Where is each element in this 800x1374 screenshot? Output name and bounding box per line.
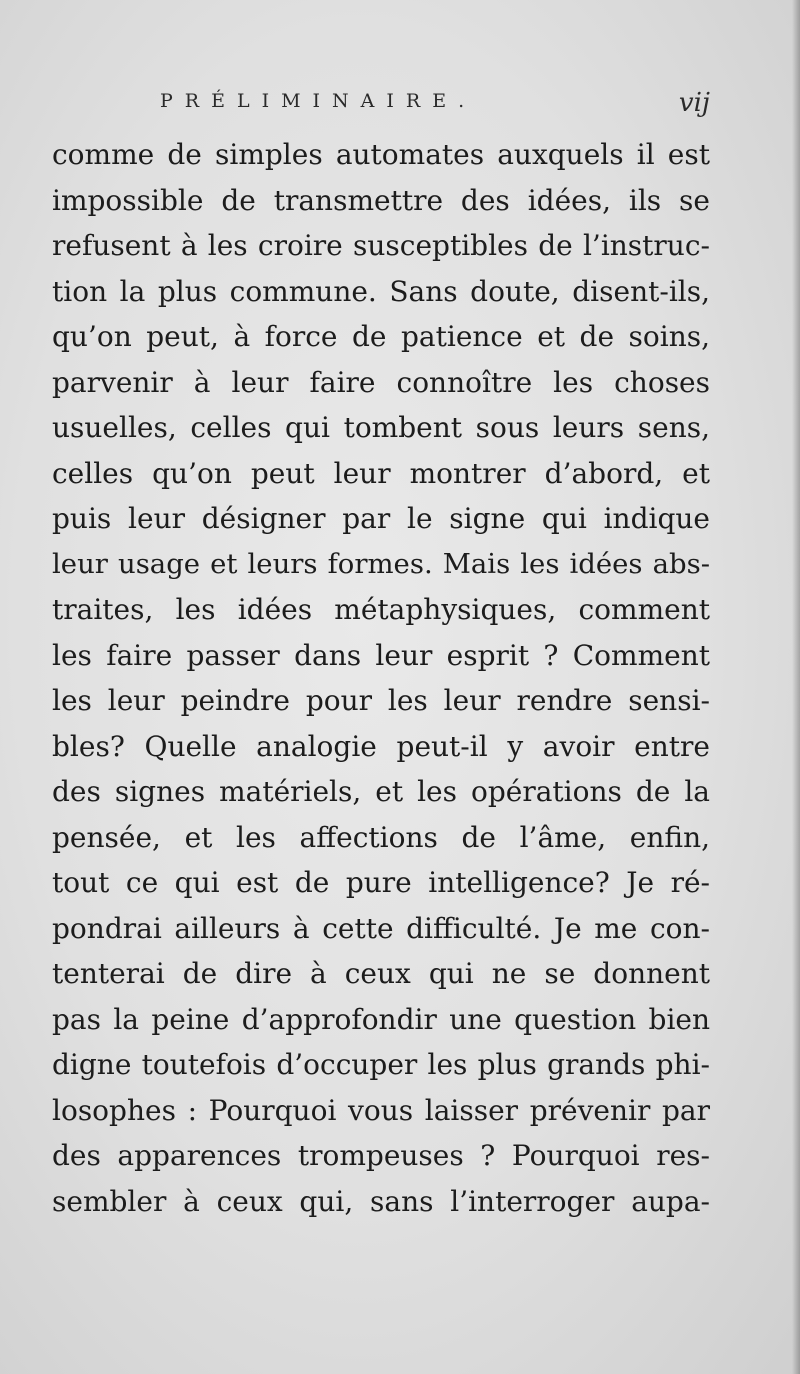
text-line: tion la plus commune. Sans doute, disent-ils, [52,274,710,308]
text-line: qu’on peut, à force de patience et de soins, [52,320,710,353]
text-line: des signes matériels, et les opérations de la [52,775,710,808]
body-text [52,132,710,1224]
text-line: digne toutefois d’occuper les plus grands phi- [52,1048,710,1081]
text-line: des apparences trompeuses ? Pourquoi res- [52,1139,710,1172]
text-line: tout ce qui est de pure intelligence? Je ré- [52,866,710,899]
text-line: tenterai de dire à ceux qui ne se donnent [52,957,710,990]
text-line: pas la peine d’approfondir une question bien [52,1002,710,1036]
text-line: losophes : Pourquoi vous laisser prévenir par [52,1093,710,1127]
text-line: celles qu’on peut leur montrer d’abord, et [52,456,710,490]
page-edge-shadow [792,0,800,1374]
text-line: pensée, et les affections de l’âme, enfin, [52,820,710,854]
running-head-title: PRÉLIMINAIRE. [160,90,477,112]
text-line: usuelles, celles qui tombent sous leurs sens, [52,411,710,444]
text-line: comme de simples automates auxquels il est [52,138,710,171]
text-line: les leur peindre pour les leur rendre sensi- [52,684,710,717]
running-head [52,88,710,120]
text-line: pondrai ailleurs à cette difficulté. Je me con- [52,911,710,945]
text-line: traites, les idées métaphysiques, comment [52,593,710,626]
text-line: parvenir à leur faire connoître les choses [52,365,710,399]
text-line: refusent à les croire susceptibles de l’instruc- [52,229,710,262]
page-number: vij [678,88,710,118]
text-line: les faire passer dans leur esprit ? Comment [52,638,710,672]
text-line: puis leur désigner par le signe qui indique [52,502,710,535]
text-line: impossible de transmettre des idées, ils se [52,183,710,217]
text-line: leur usage et leurs formes. Mais les idées abs- [52,547,710,580]
text-line: bles? Quelle analogie peut-il y avoir entre [52,729,710,763]
text-line: sembler à ceux qui, sans l’interroger aupa- [52,1184,710,1218]
